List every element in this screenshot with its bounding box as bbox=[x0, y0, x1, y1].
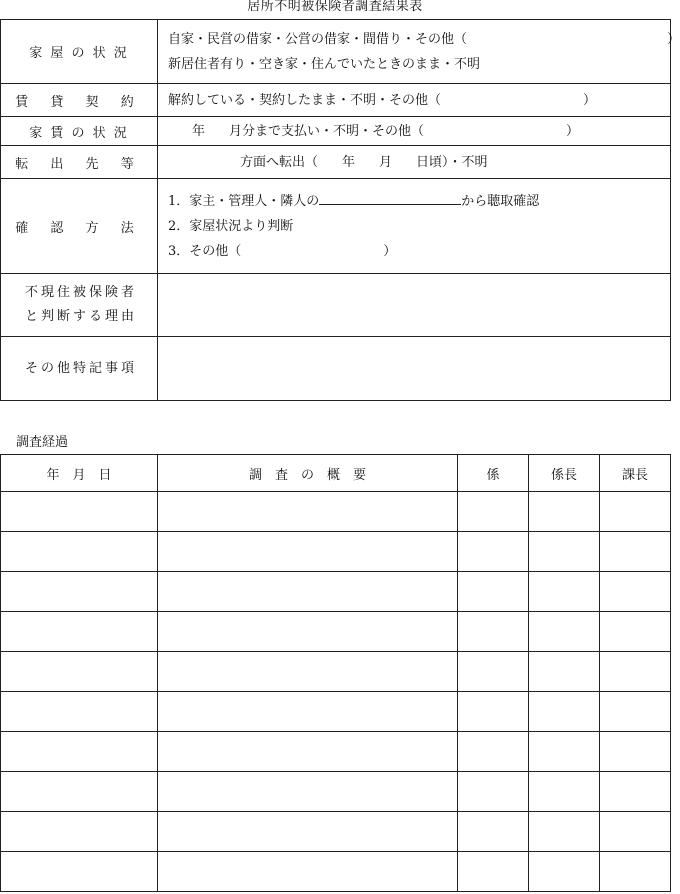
confirm-item1-post: から聴取確認 bbox=[461, 193, 540, 209]
rent-status-value[interactable] bbox=[158, 117, 671, 146]
cell-manager[interactable] bbox=[600, 772, 671, 812]
lease-label: 賃 貸 契 約 bbox=[1, 84, 158, 117]
house-status-value[interactable] bbox=[158, 20, 680, 84]
cell-staff[interactable] bbox=[458, 732, 529, 772]
cell-chief[interactable] bbox=[529, 692, 600, 732]
cell-chief[interactable] bbox=[529, 572, 600, 612]
cell-date[interactable] bbox=[1, 492, 158, 532]
row-rent-status bbox=[1, 117, 671, 146]
header-manager: 課長 bbox=[600, 455, 671, 492]
moved-month: 月 bbox=[379, 154, 393, 170]
rent-status-label: 家 賃 の 状 況 bbox=[1, 117, 158, 146]
other-notes-value[interactable] bbox=[158, 337, 671, 401]
row-reason bbox=[1, 274, 671, 337]
cell-date[interactable] bbox=[1, 772, 158, 812]
row-house-status bbox=[1, 20, 671, 84]
cell-staff[interactable] bbox=[458, 612, 529, 652]
moved-to-label: 転 出 先 等 bbox=[1, 146, 158, 179]
confirm-method-label: 確 認 方 法 bbox=[1, 179, 158, 274]
cell-summary[interactable] bbox=[158, 852, 458, 892]
reason-label bbox=[1, 274, 158, 337]
cell-manager[interactable] bbox=[600, 692, 671, 732]
header-date: 年 月 日 bbox=[1, 455, 158, 492]
row-moved-to bbox=[1, 146, 671, 179]
reason-label-line1: 不現住被保険者 bbox=[25, 285, 138, 300]
lease-close: ） bbox=[583, 92, 597, 108]
cell-manager[interactable] bbox=[600, 652, 671, 692]
cell-summary[interactable] bbox=[158, 572, 458, 612]
house-status-resident-options: 新居住者有り・空き家・住んでいたときのまま・不明 bbox=[168, 56, 481, 72]
confirm-item3-close: ） bbox=[383, 243, 397, 259]
lease-options: 解約している・契約したまま・不明・その他（ bbox=[168, 92, 442, 108]
house-status-label: 家 屋 の 状 況 bbox=[1, 20, 158, 84]
row-lease bbox=[1, 84, 671, 117]
progress-table bbox=[0, 454, 671, 892]
cell-manager[interactable] bbox=[600, 532, 671, 572]
house-status-close: ） bbox=[667, 31, 680, 47]
table-row bbox=[1, 492, 671, 532]
table-row bbox=[1, 772, 671, 812]
table-row bbox=[1, 572, 671, 612]
cell-summary[interactable] bbox=[158, 492, 458, 532]
reason-label-line2: と判断する理由 bbox=[25, 309, 138, 324]
other-notes-label: その他特記事項 bbox=[1, 337, 158, 401]
rent-options: 月分まで支払い・不明・その他（ bbox=[229, 123, 425, 139]
form-title: 居所不明被保険者調査結果表 bbox=[247, 0, 423, 14]
cell-manager[interactable] bbox=[600, 812, 671, 852]
cell-summary[interactable] bbox=[158, 732, 458, 772]
table-row bbox=[1, 532, 671, 572]
cell-chief[interactable] bbox=[529, 812, 600, 852]
cell-summary[interactable] bbox=[158, 652, 458, 692]
cell-chief[interactable] bbox=[529, 612, 600, 652]
cell-chief[interactable] bbox=[529, 732, 600, 772]
table-row bbox=[1, 652, 671, 692]
cell-manager[interactable] bbox=[600, 492, 671, 532]
header-staff: 係 bbox=[458, 455, 529, 492]
cell-date[interactable] bbox=[1, 692, 158, 732]
cell-manager[interactable] bbox=[600, 732, 671, 772]
cell-chief[interactable] bbox=[529, 852, 600, 892]
cell-manager[interactable] bbox=[600, 612, 671, 652]
cell-staff[interactable] bbox=[458, 812, 529, 852]
row-confirm-method bbox=[1, 179, 671, 274]
house-status-options: 自家・民営の借家・公営の借家・間借り・その他（ bbox=[168, 31, 468, 47]
moved-year: 年 bbox=[342, 154, 356, 170]
lease-value[interactable] bbox=[158, 84, 671, 117]
cell-staff[interactable] bbox=[458, 852, 529, 892]
cell-summary[interactable] bbox=[158, 772, 458, 812]
progress-header-row bbox=[1, 455, 671, 492]
cell-date[interactable] bbox=[1, 612, 158, 652]
reason-value[interactable] bbox=[158, 274, 671, 337]
cell-date[interactable] bbox=[1, 652, 158, 692]
table-row bbox=[1, 812, 671, 852]
rent-close: ） bbox=[566, 123, 580, 139]
cell-summary[interactable] bbox=[158, 812, 458, 852]
cell-chief[interactable] bbox=[529, 652, 600, 692]
cell-staff[interactable] bbox=[458, 532, 529, 572]
rent-year: 年 bbox=[192, 123, 206, 139]
table-row bbox=[1, 852, 671, 892]
progress-section-label: 調査経過 bbox=[16, 435, 69, 450]
row-other-notes bbox=[1, 337, 671, 401]
cell-manager[interactable] bbox=[600, 572, 671, 612]
cell-summary[interactable] bbox=[158, 612, 458, 652]
cell-date[interactable] bbox=[1, 532, 158, 572]
header-chief: 係長 bbox=[529, 455, 600, 492]
confirm-item1-blank[interactable] bbox=[319, 190, 461, 205]
confirm-item2: 2．家屋状況より判断 bbox=[168, 218, 294, 234]
cell-manager[interactable] bbox=[600, 852, 671, 892]
cell-staff[interactable] bbox=[458, 772, 529, 812]
cell-summary[interactable] bbox=[158, 532, 458, 572]
cell-summary[interactable] bbox=[158, 692, 458, 732]
confirm-method-value[interactable] bbox=[158, 179, 671, 274]
moved-to-value[interactable] bbox=[158, 146, 671, 179]
cell-chief[interactable] bbox=[529, 492, 600, 532]
cell-date[interactable] bbox=[1, 732, 158, 772]
table-row bbox=[1, 692, 671, 732]
cell-staff[interactable] bbox=[458, 492, 529, 532]
cell-staff[interactable] bbox=[458, 692, 529, 732]
confirm-item3: 3．その他（ bbox=[168, 243, 242, 259]
cell-staff[interactable] bbox=[458, 652, 529, 692]
moved-day: 日頃）・不明 bbox=[416, 154, 488, 170]
cell-date[interactable] bbox=[1, 572, 158, 612]
table-row bbox=[1, 612, 671, 652]
survey-info-table bbox=[0, 19, 680, 401]
cell-chief[interactable] bbox=[529, 772, 600, 812]
cell-date[interactable] bbox=[1, 812, 158, 852]
confirm-item1-pre: 1．家主・管理人・隣人の bbox=[168, 193, 320, 209]
cell-staff[interactable] bbox=[458, 572, 529, 612]
cell-date[interactable] bbox=[1, 852, 158, 892]
header-summary: 調 査 の 概 要 bbox=[158, 455, 458, 492]
table-row bbox=[1, 732, 671, 772]
moved-direction: 方面へ転出（ bbox=[240, 154, 319, 170]
cell-chief[interactable] bbox=[529, 532, 600, 572]
